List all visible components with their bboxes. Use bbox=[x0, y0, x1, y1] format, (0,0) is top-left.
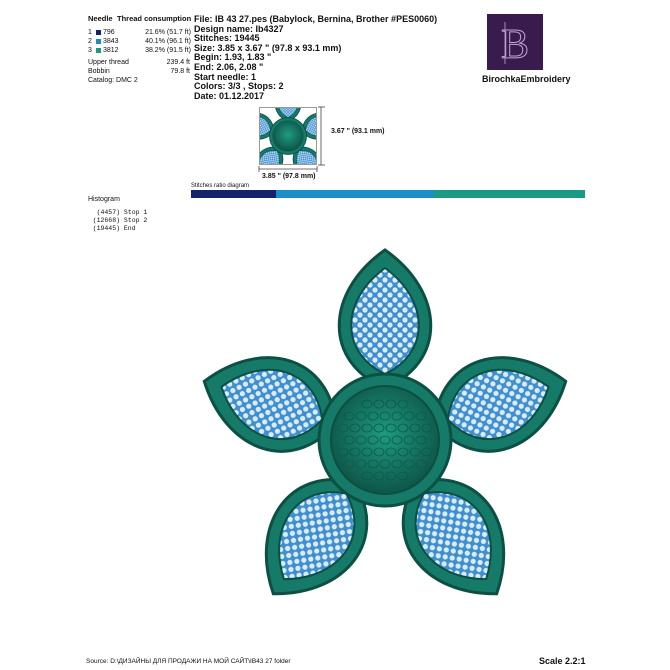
thumbnail-flower bbox=[260, 108, 316, 164]
ratio-segment bbox=[276, 190, 434, 198]
thread-percent: 38.2% (91.5 ft) bbox=[145, 47, 191, 54]
design-thumbnail bbox=[259, 107, 317, 165]
needle-header: Needle bbox=[88, 14, 113, 23]
file-line: File: IB 43 27.pes (Babylock, Bernina, Brother #PES0060) bbox=[194, 14, 438, 24]
thread-row bbox=[88, 37, 191, 46]
logo-mark bbox=[487, 14, 543, 70]
thread-percent: 40.1% (96.1 ft) bbox=[145, 38, 191, 45]
histogram-label: End bbox=[123, 225, 136, 232]
height-dimension-icon bbox=[317, 105, 329, 167]
thread-row bbox=[88, 28, 191, 37]
thread-list bbox=[88, 28, 191, 55]
thread-row bbox=[88, 46, 191, 55]
histogram-list bbox=[88, 209, 147, 233]
width-dimension-icon bbox=[257, 165, 319, 173]
source-path: Source: D:\ДИЗАЙНЫ ДЛЯ ПРОДАЖИ НА МОЙ САЙТ\IB43 27 folder bbox=[86, 658, 291, 665]
histogram-label: Stop 2 bbox=[123, 217, 148, 224]
design-name-line: Design name: Ib4327 bbox=[194, 23, 284, 34]
end-line: End: 2.06, 2.08 " bbox=[194, 61, 264, 72]
height-dimension-label: 3.67 " (93.1 mm) bbox=[331, 128, 385, 135]
flower-center bbox=[331, 386, 439, 494]
scale-label: Scale 2.2:1 bbox=[539, 656, 586, 666]
upper-thread-label: Upper thread bbox=[88, 59, 129, 66]
begin-line: Begin: 1.93, 1.83 " bbox=[194, 52, 272, 63]
histogram-label: Stop 1 bbox=[123, 209, 148, 216]
file-info bbox=[194, 15, 437, 101]
thread-code: 796 bbox=[103, 29, 115, 36]
thread-number: 3 bbox=[88, 47, 92, 54]
upper-thread-value: 239.4 ft bbox=[166, 59, 190, 66]
thread-percent: 21.6% (51.7 ft) bbox=[145, 29, 191, 36]
flower-center bbox=[273, 121, 303, 151]
ratio-diagram-label: Stitches ratio diagram bbox=[191, 183, 250, 189]
stitches-ratio-bar bbox=[191, 190, 585, 198]
embroidery-flower-design bbox=[180, 245, 590, 635]
histogram-count: (12668) bbox=[92, 217, 120, 224]
brand-name: BirochkaEmbroidery bbox=[482, 74, 571, 84]
thread-code: 3812 bbox=[103, 47, 119, 54]
histogram-count: (19445) bbox=[92, 225, 120, 232]
thread-number: 1 bbox=[88, 29, 92, 36]
ratio-segment bbox=[434, 190, 585, 198]
histogram-row bbox=[88, 209, 147, 217]
catalog-label: Catalog: DMC 2 bbox=[88, 77, 138, 84]
histogram-count: (4457) bbox=[96, 209, 120, 216]
thread-code: 3843 bbox=[103, 38, 119, 45]
bobbin-value: 79.8 ft bbox=[170, 68, 190, 75]
thread-consumption-header: Thread consumption bbox=[117, 14, 192, 23]
histogram-title: Histogram bbox=[88, 196, 120, 203]
bobbin-label: Bobbin bbox=[88, 68, 110, 75]
colors-stops-line: Colors: 3/3 , Stops: 2 bbox=[194, 81, 284, 92]
start-needle-line: Start needle: 1 bbox=[194, 71, 257, 82]
thread-totals bbox=[88, 58, 190, 85]
histogram-row bbox=[88, 217, 147, 225]
ratio-segment bbox=[191, 190, 276, 198]
date-line: Date: 01.12.2017 bbox=[194, 90, 265, 101]
brand-logo bbox=[487, 14, 543, 70]
thread-color-swatch bbox=[96, 48, 101, 53]
width-dimension-label: 3.85 " (97.8 mm) bbox=[262, 173, 316, 180]
flower-petal bbox=[339, 250, 431, 388]
thread-number: 2 bbox=[88, 38, 92, 45]
stitches-line: Stitches: 19445 bbox=[194, 33, 260, 44]
histogram-row bbox=[88, 225, 147, 233]
thread-color-swatch bbox=[96, 39, 101, 44]
logo-letter: B bbox=[500, 22, 530, 68]
thread-color-swatch bbox=[96, 30, 101, 35]
size-line: Size: 3.85 x 3.67 " (97.8 x 93.1 mm) bbox=[194, 42, 342, 53]
